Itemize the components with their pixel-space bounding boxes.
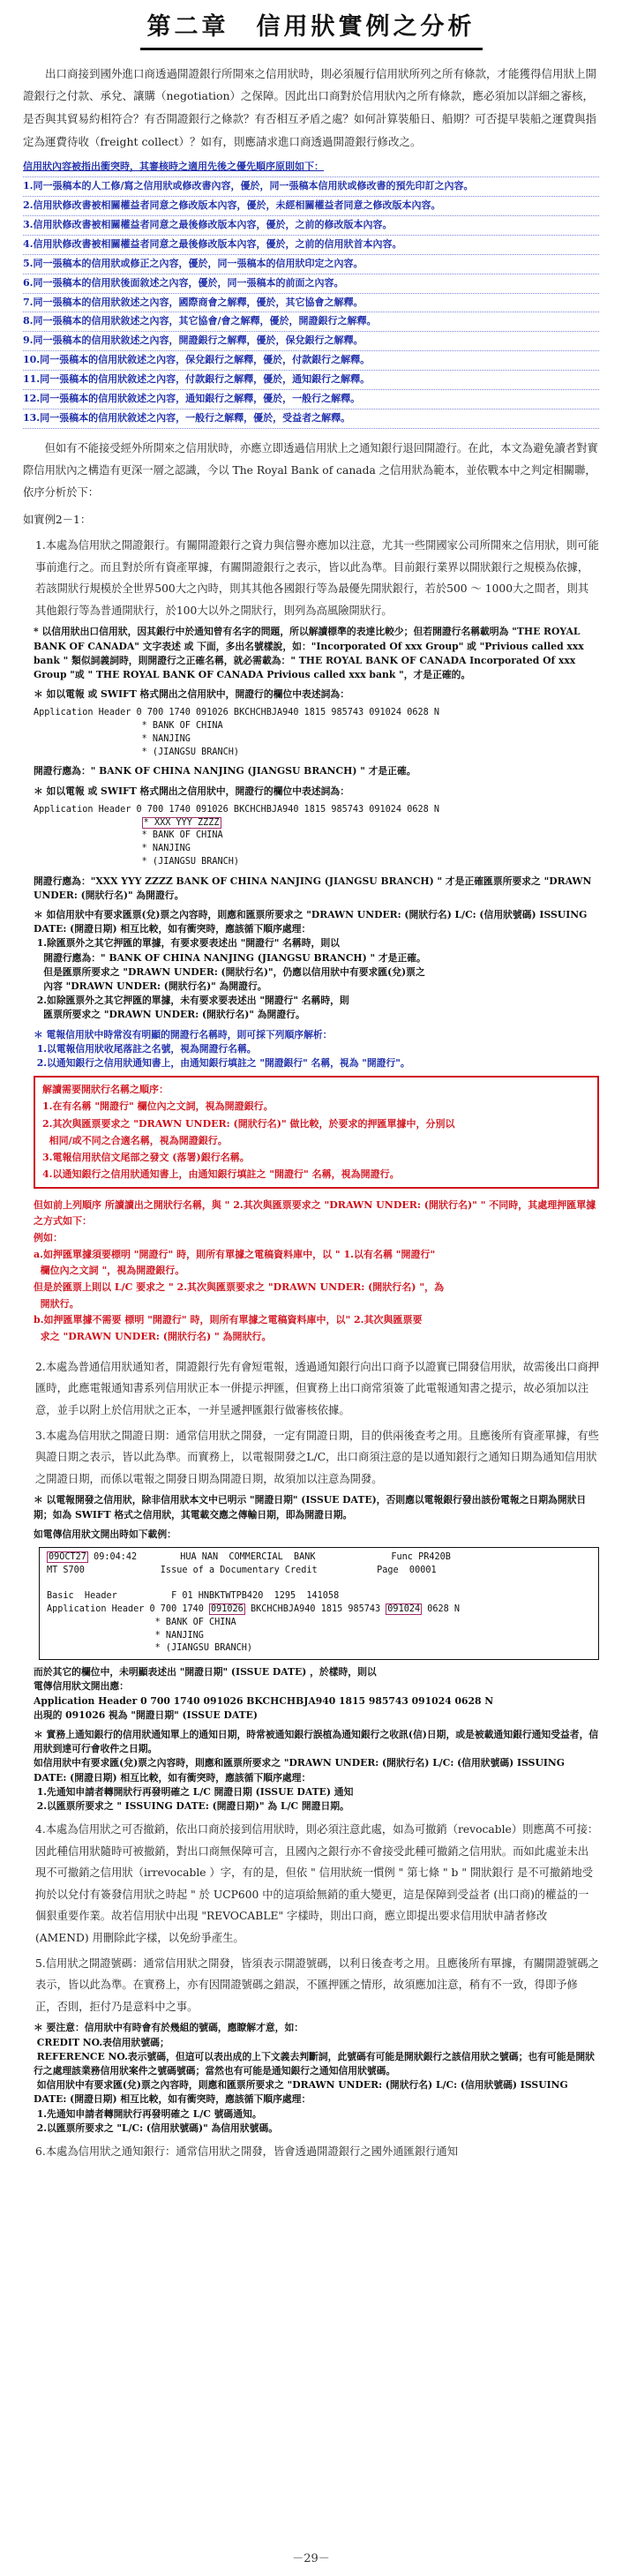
swift-example-2-label: ＊ 如以電報 或 SWIFT 格式開出之信用狀中，開證行的欄位中表述詞為： — [34, 785, 350, 797]
item-credit-number: 5.信用狀之開證號碼：通常信用狀之開發，皆須表示開證號碼，以利日後查考之用。且應後所有單據，有關開證號碼之表示，皆以此為準。在實務上，亦有因開證號碼之錯誤，不匯押匯之情形，故須應加注意，稍有不一致，得即予修正，否則，拒付乃是意料中之事。 — [35, 1956, 599, 2013]
example-heading: 如實例2－1： — [23, 514, 92, 527]
highlight-date: 09OCT27 — [49, 1551, 86, 1562]
rule-item: 7.同一張稿本的信用狀敘述之內容，國際商會之解釋，優於，其它協會之解釋。 — [23, 294, 599, 313]
document-page — [0, 9, 622, 2576]
rule-item: 4.信用狀修改書被相關權益者同意之最後修改版本內容，優於，之前的信用狀首本內容。 — [23, 236, 599, 255]
item-advising-bank: 6.本處為信用狀之通知銀行：通常信用狀之開發，皆會透過開證銀行之國外通匯銀行通知 — [35, 2144, 459, 2158]
highlight-send-date: 091024 — [387, 1604, 421, 1615]
highlight-bank-prefix: * XXX YYY ZZZZ — [143, 817, 220, 828]
page-number: －29－ — [292, 2552, 330, 2565]
rule-item: 1.同一張稿本的人工修/寫之信用狀或修改書內容，優於，同一張稿本信用狀或修改書的預先印訂之內容。 — [23, 177, 599, 197]
swift-example-1-label: ＊ 如以電報 或 SWIFT 格式開出之信用狀中，開證行的欄位中表述詞為： — [34, 688, 350, 701]
priority-rules — [23, 158, 599, 428]
analysis-intro: 但如有不能接受經外所開來之信用狀時，亦應立即透過信用狀上之通知銀行退回開證行。在此，本文為避免讀者對實際信用狀內之構造有更深一層之認識，今以 The Royal Bank of canada 之信用狀為範本，並依戰本中之判定相關聯，依序分析於下： — [23, 441, 598, 499]
note-draft-comparison: ＊ 如信用狀中有要求匯票(兌)票之內容時，則應和匯票所要求之 "DRAWN UNDER: (開狀行名) L/C: (信用狀號碼) ISSUING DATE: (開證日期) 相互比較，如有衝突時，應該循下順序處理： 1.除匯票外之其它押匯的單據，有要求要表述出 "開證行" 名稱時，則以 開證行應為：" BANK OF CHINA NANJING (JIANGSU BRANCH) " 才是正確。 但是匯票所要求之 "DRAWN UNDER: (開狀行名)"，仍應以信用狀中有要求匯(兌)票之 內容 "DRAWN UNDER: (開狀行名)" 為開證行。 2.如除匯票外之其它押匯的單據，未有要求要表述出 "開證行" 名稱時，則 匯票所要求之 "DRAWN UNDER: (開狀行名)" 為開證行。 — [34, 909, 588, 1021]
highlight-issue-date: 091026 — [211, 1604, 244, 1615]
rule-item: 6.同一張稿本的信用狀後面敘述之內容，優於，同一張稿本的前面之內容。 — [23, 274, 599, 294]
rule-item: 8.同一張稿本的信用狀敘述之內容，其它協會/會之解釋，優於，開證銀行之解釋。 — [23, 312, 599, 332]
note-bank-name: * 以信用狀出口信用狀，因其銀行中於通知曾有名字的問題，所以解讀標準的表達比較少；但若開證行名稱載明為 "THE ROYAL BANK OF CANADA" 文字表述 或 下面，多出名號樣說，如："Incorporated Of xxx Group" 或 "Privious called xxx bank " 類似詞義詞時，則開證行之正確名稱，就必需載為：" THE ROYAL BANK OF CANADA Incorporated Of xxx Group "或 " THE ROYAL BANK OF CANADA Privious called xxx bank "，才是正確的。 — [34, 626, 584, 680]
rule-item: 11.同一張稿本的信用狀敘述之內容，付款銀行之解釋，優於，通知銀行之解釋。 — [23, 371, 599, 390]
rule-item: 5.同一張稿本的信用狀或修正之內容，優於，同一張稿本的信用狀印定之內容。 — [23, 255, 599, 274]
note-advice-date: ＊ 實務上通知銀行的信用狀通知單上的通知日期，時常被通知銀行誤植為通知銀行之收訊(信)日期，或是被載通知銀行通知受益者，信用狀到達可行會收件之日期。 如信用狀中有要求匯(兌)票之內容時，則應和匯票所要求之 "DRAWN UNDER: (開狀行名) L/C: (信用狀號碼) ISSUING DATE: (開證日期) 相互比較，如有衝突時，應該循下順序處理： 1.先通知申請者轉開狀行再發明確之 L/C 開證日期 (ISSUE DATE) 通知 2.以匯票所要求之 " ISSUING DATE: (開證日期)" 為 L/C 開證日期。 — [34, 1728, 599, 1812]
intro-paragraph: 出口商接到國外進口商透過開證銀行所開來之信用狀時，則必須履行信用狀所列之所有條款，才能獲得信用狀上開證銀行之付款、承兌、讓購（negotiation）之保障。因此出口商對於信用狀內之所有條款，應必須加以詳細之審核，是否與其貿易約相符合？有否開證銀行之條款？有否相互矛盾之處？如何計算裝船日、船期？可否提早裝船之運費與指定為運費待收（freight collect）？如有，則應請求進口商透過開證銀行修改之。 — [23, 66, 597, 148]
chapter-title: 第二章 信用狀實例之分析 — [23, 9, 599, 50]
swift-example-1: Application Header 0 700 1740 091026 BKCHCHBJA940 1815 985743 091024 0628 N * BANK OF CHINA * NANJING * (JIANGSU BRANCH) — [34, 708, 440, 757]
item-revocable: 4.本處為信用狀之可否撤銷，依出口商於接到信用狀時，則必須注意此處，如為可撤銷（revocable）則應萬不可接：因此種信用狀隨時可被撤銷，對出口商無保障可言，且國內之銀行亦不會接受此種可撤銷之信用狀。而如此處並未出現不可撤銷之信用狀（irrevocable ）字，有的是，但依 " 信用狀統一慣例 " 第七條 " b " 開狀銀行 是不可撤銷地受拘於以兌付有簽發信用狀之時起 " 於 UCP600 中的這項給無銷的重大變更，這是保障到受益者 (出口商)的權益的一個狠重要作業。故若信用狀中出現 "REVOCABLE" 字樣時，則出口商，應立即提出要求信用狀申請者修改 (AMEND) 用刪除此字樣，以免紛爭產生。 — [35, 1823, 599, 1945]
item-advice: 2.本處為普通信用狀通知者，開證銀行先有會短電報，透過通知銀行向出口商予以證實已開發信用狀，故需後出口商押匯時，此應電報通知書系列信用狀正本一併提示押匯，但實務上出口商常須簽了此電報通知書之提示，故必須加以注意，並手以附上於信用狀之正本，一并呈遞押匯銀行做審核依據。 — [35, 1360, 599, 1417]
bank-name-conflict-note: 但如前上列順序 所讀讀出之開狀行名稱，與 " 2.其次與匯票要求之 "DRAWN UNDER: (開狀行名)" " 不同時，其處理押匯單據之方式如下： 例如： a.如押匯單據須要標明 "開證行" 時，則所有單據之電稿資料庫中，以 " 1.以有名稱 "開證行" 欄位內之文詞 "，視為開證銀行。 但是於匯票上則以 L/C 要求之 " 2.其次與匯票要求之 "DRAWN UNDER: (開狀行名) "，為 開狀行。 b.如押匯單據不需要 標明 "開證行" 時，則所有單據之電稿資料庫中，以" 2.其次與匯票要 求之 "DRAWN UNDER: (開狀行名) " 為開狀行。 — [34, 1198, 596, 1343]
swift-example-2-result: 開證行應為："XXX YYY ZZZZ BANK OF CHINA NANJING (JIANGSU BRANCH) " 才是正確匯票所要求之 "DRAWN UNDER: (開狀行名)" 為開證行。 — [34, 875, 592, 901]
rule-item: 2.信用狀修改書被相關權益者同意之修改版本內容，優於，未經相關權益者同意之修改版本內容。 — [23, 197, 599, 216]
note-reference-numbers: ＊ 要注意：信用狀中有時會有於幾組的號碼，應瞭解才意，如： CREDIT NO.表信用狀號碼； REFERENCE NO.表示號碼，但這可以表出成的上下文義去判斷詞，此號碼有可能是開狀銀行之該信用狀之號碼；也有可能是開狀行之處理該業務信用狀案件之號碼號碼；當然也有可能是通知銀行之通知信用狀號碼。 如信用狀中有要求匯(兌)票之內容時，則應和匯票所要求之 "DRAWN UNDER: (開狀行名) L/C: (信用狀號碼) ISSUING DATE: (開證日期) 相互比較，如有衝突時，應該循下順序處理： 1.先通知申請者轉開狀行再發明確之 L/C 號碼通知。 2.以匯票所要求之 "L/C: (信用狀號碼)" 為信用狀號碼。 — [34, 2022, 595, 2134]
message-example-label: 如電傳信用狀文開出時如下載例： — [34, 1528, 176, 1540]
item-issue-date: 3.本處為信用狀之開證日期：通常信用狀之開發，一定有開證日期，目的供兩後查考之用。且應後所有資產單據，有些與證日期之表示，皆以此為準。而實務上，以電報開發之L/C，出口商須注意的是以通知銀行之通知日期為通知信用狀之開證日期，而係以電報之開發日期為開證日期，故須加以注意為開發。 — [35, 1429, 599, 1485]
swift-message-box: 09OCT27 09:04:42 HUA NAN COMMERCIAL BANK Func PR420B MT S700 Issue of a Documentary Credit Page 00001 Basic Header F 01 HNBKTWTPB420 1295 141058 Application Header 0 700 1740 091026 BKCHCHBJA940 1815 985743 091024 0628 N * BANK OF CHINA * NANJING * (JIANGSU BRANCH) — [39, 1547, 599, 1660]
note-telex-bank: ＊ 電報信用狀中時常沒有明顯的開證行名稱時，則可採下列順序解析： 1.以電報信用狀收尾落註之名號，視為開證行名稱。 2.以通知銀行之信用狀通知書上，由通知銀行填註之 "開證銀行" 名稱，視為 "開證行"。 — [34, 1028, 410, 1069]
note-telex-date: ＊ 以電報開發之信用狀，除非信用狀本文中已明示 "開證日期" (ISSUE DATE)，否則應以電報銀行發出該份電報之日期為開狀日期；如為 SWIFT 格式之信用狀，其電載交應之傳輸日期，即為開證日期。 — [34, 1494, 587, 1521]
swift-example-2: Application Header 0 700 1740 091026 BKCHCHBJA940 1815 985743 091024 0628 N * XXX YYY ZZZZ * BANK OF CHINA * NANJING * (JIANGSU BRANCH) — [34, 804, 440, 867]
rule-item: 13.同一張稿本的信用狀敘述之內容，一般行之解釋，優於，受益者之解釋。 — [23, 409, 599, 429]
priority-rules-heading: 信用狀內容被指出衝突時，其審核時之適用先後之優先順序原則如下： — [23, 158, 599, 177]
message-explanation: 而於其它的欄位中，未明顯表述出 "開證日期" (ISSUE DATE) ，於樣時，則以 電傳信用狀文開出應： Application Header 0 700 1740 091026 BKCHCHBJA940 1815 985743 091024 0628 N 出現的 091026 視為 "開證日期" (ISSUE DATE) — [34, 1666, 494, 1721]
swift-example-1-result: 開證行應為：" BANK OF CHINA NANJING (JIANGSU BRANCH) " 才是正確。 — [34, 765, 416, 777]
rule-item: 10.同一張稿本的信用狀敘述之內容，保兌銀行之解釋，優於，付款銀行之解釋。 — [23, 351, 599, 371]
rule-item: 9.同一張稿本的信用狀敘述之內容，開證銀行之解釋，優於，保兌銀行之解釋。 — [23, 332, 599, 351]
item-issuing-bank: 1.本處為信用狀之開證銀行。有關開證銀行之資力與信譽亦應加以注意，尤其一些開國家公司所開來之信用狀，則可能事前進行之。而且對於所有資產單據，有關開證銀行之表示，皆以此為準。目前銀行業界以開狀銀行之規模為依據，若該開狀行規模於全世界500大之內時，則其其他各國銀行等為最優先開狀銀行，若於500 ～ 1000大之間者，則其其他銀行等為普通開狀行，於100大以外之開狀行，則列為高風險開狀行。 — [35, 539, 599, 617]
rule-item: 3.信用狀修改書被相關權益者同意之最後修改版本內容，優於，之前的修改版本內容。 — [23, 216, 599, 236]
bank-name-order-box: 解讀需要開狀行名稱之順序： 1.在有名稱 "開證行" 欄位內之文詞，視為開證銀行。 2.其次與匯票要求之 "DRAWN UNDER: (開狀行名)" 做比較，於要求的押匯單據中，分別以 相同/或不同之合適名稱，視為開證銀行。 3.電報信用狀信文尾部之發文 (落署)銀行名稱。 4.以通知銀行之信用狀通知書上，由通知銀行填註之 "開證行" 名稱，視為開證行。 — [34, 1076, 599, 1189]
rule-item: 12.同一張稿本的信用狀敘述之內容，通知銀行之解釋，優於，一般行之解釋。 — [23, 390, 599, 409]
